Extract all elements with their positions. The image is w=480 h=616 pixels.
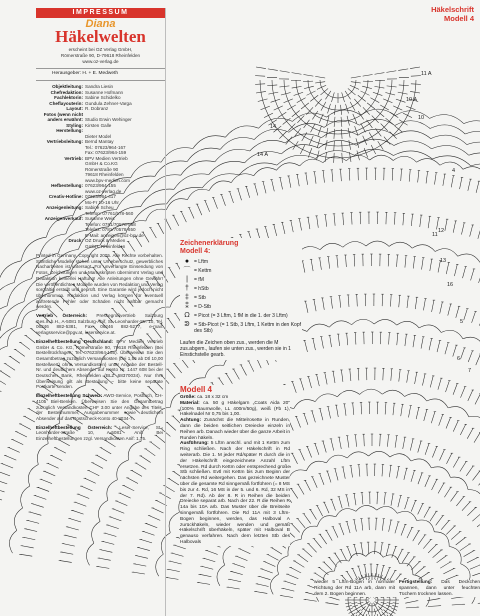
staff-role: Anzeigenleitung:	[45, 205, 83, 210]
legal-paragraph: Vertrieb Österreich: Pressegroßvertrieb Salzburg Ges.m.b.H., A-5081 Salzburg-Anif, St.-Leonharder-Str. 10, Tel. 06246 882-5381, Fax 06246 882-5277, e-mail: verlagsservice@pgv.at, leserservice.at.	[36, 313, 163, 336]
legend-text: = hStb	[194, 286, 209, 292]
legend-text: = Kettm	[194, 268, 212, 274]
legend-title: Zeichenerklärung	[180, 240, 239, 247]
staff-role: Chefredaktion:	[50, 89, 83, 95]
staff-role: Anzeigenverkauf:	[44, 216, 83, 221]
legal-paragraph: Einzelheftbestellung Schweiz: AWO-Service, Postfach, CH-4105 Biel-Benken. Überweisen Sie den Gesamtbetrag zuzüglich Versandkosten CHF 3.00 unter Angabe des Titels, der Bestellnummer, Ausgabenummer sowie deutlichem Absender auf das Postscheck-Konto 40-8034-7.	[36, 393, 163, 421]
staff-role: Vertriebsleitung:	[46, 139, 83, 144]
finishing-heading: Fertigstellung:	[399, 580, 433, 585]
section-text: 5 Lftm anschl. und mit 1 Kettm zum Ring schließen. Nach der Häkelschrift in Rd weiterarb. Die 1. M jeder Rd/später R durch die in der Häkelschrift eingezeichnete Anzahl Lftm ersetzen. Rd durch Kettm oder entsprechend große Stb schließen. Evtl mit Kettm bis zum Beginn der nächsten Rd weitergehen. Das gezeichnete Muster über die gesamte Rd sinngemäß fortführen (= 8 MS bis zur 4. Rd, 16 MS in der 5. und 6. Rd, 32 MS in der 7. Rd). Ab der 8. R in Reihen die beiden Dreiecke separat arb. Nach der 22. R die Reihen R 14a bis 10A arb. Das Muster über die Breitseite sinngemäß fortführen. Die Rd 11A mit 3 Lftm-Bogen beginnen, werden, das Halboval A zurückhäkeln, wieder wenden und gemäß Häkelschrift überhäkeln, später mit Halboval B genauso verfahren. Nach dem letzten Stb des Halbovals	[180, 441, 290, 545]
model-title: Modell 4	[180, 385, 213, 394]
section-heading: Achtung:	[180, 418, 202, 424]
staff-role: Vertrieb:	[64, 155, 83, 161]
staff-value: 07623/964-155	[85, 183, 116, 188]
staff-value: Römerstraße 90	[85, 166, 119, 172]
staff-role: Styling:	[66, 122, 83, 128]
continuation-text	[314, 580, 480, 597]
continuation-col-2	[399, 580, 480, 597]
stitch-symbol-icon: ●	[184, 258, 190, 265]
chart-header	[431, 5, 474, 23]
address-line: erscheint bei OZ Verlag GmbH,	[68, 47, 133, 52]
staff-value: OZ Druck & Medien	[85, 238, 126, 243]
legend-note: Laufen die Zeichen oben zus., werden die M zus.abgem., laufen sie unten zus., werden sie in 1 Einstichstelle gearb.	[180, 340, 291, 358]
staff-role: Herstellung:	[56, 128, 83, 133]
row-label-14: 14	[270, 124, 277, 130]
legal-paragraph: Einzelheftbestellung Deutschland: BPV Medien Vertrieb GmbH & Co. KG, Römerstraße 90, 79618 Rheinfelden (Bei Bestellrückfragen: Tel. 07623/964-155). Überweisen Sie den Gesamtbetrag zuzüglich Versandkosten (bei 1,56 ab Dtl 10,00 Bestellwert) ohne Versandkosten) unter Angabe der Bestell-Nr. und deutlichem Absender auf Konto Nr. 1447 608 bei der Deutschen Bank, Rheinfelden (BLZ 68370034). Nur Ihre Überweisung gilt als Bestellung – bitte keine separate Postkarte senden.	[36, 338, 163, 390]
legend-text: = Stb	[194, 295, 206, 301]
symbol-legend	[180, 238, 302, 360]
staff-value: Susanne Hofmann	[85, 89, 124, 95]
row-label-11: 11	[432, 232, 438, 238]
section-text: ca. 18 x 32 cm	[195, 395, 229, 400]
row-label-7: 7	[468, 368, 472, 374]
magazine-name: Häkelwelten	[55, 27, 146, 46]
row-label-4: 4	[452, 168, 456, 174]
section-heading: Größe:	[180, 395, 196, 400]
row-label-10: 10	[418, 115, 425, 121]
legend-item	[180, 259, 302, 265]
staff-role: Fotos (wenn nicht	[43, 111, 83, 117]
finishing-text: Das Deckchen spannen, dann unter feuchten Tüchern trocknen lassen.	[399, 580, 480, 597]
legend-item	[180, 304, 302, 310]
publisher-line: Herausgeber: H. + E. Medweth	[52, 71, 118, 76]
staff-value: Sandra Liesin	[85, 84, 114, 89]
section-text: ca. 50 g Häkelgarn „Coats Aida 20" (100% Baumwolle, LL 400m/50g), weiß (Fb 1), Häkelnadel Nr 0,75 bis 1,00.	[180, 400, 290, 418]
staff-value: Mo-Fr 10-16 Uhr	[85, 199, 119, 205]
staff-role	[36, 244, 85, 250]
staff-value: Sabine Scheu	[85, 205, 114, 210]
legend-subtitle: Modell 4:	[180, 248, 211, 255]
staff-value: Sabine Schidelko	[85, 95, 121, 100]
staff-role: anders erwähnt:	[47, 117, 83, 122]
stitch-symbol-icon: ‡	[185, 294, 189, 301]
staff-value: Fax: 07623/964-159	[85, 150, 127, 155]
staff-value: Dieter Model	[85, 133, 112, 139]
stitch-symbol-icon: ᕲ	[184, 321, 190, 328]
staff-role: Hefbestellung:	[51, 183, 83, 188]
section-heading: Material:	[180, 400, 200, 406]
divider	[36, 68, 165, 69]
model-body	[180, 395, 290, 546]
chart-title: Häkelschrift	[431, 5, 474, 14]
stitch-symbol-icon: ⁑	[185, 303, 189, 310]
legend-item	[180, 322, 302, 334]
legend-item	[180, 313, 302, 319]
staff-value: Kirsten Galle	[85, 122, 112, 128]
row-label-14a: 14 A	[257, 152, 269, 158]
staff-value: GmbH, Rheinfelden	[85, 243, 126, 249]
staff-value: R. Dobranz	[85, 106, 109, 111]
legal-paragraph: Printed in Germany. Copyright 2005. Alle Rechte vorbehalten. Sämtliche Modelle stehen unter Urheberschutz, gewerbliches Nacharbeiten ist untersagt. Für unverlangte Einsendung von Fotos, Zeichnungen und Manuskripten übernimmt Verlag und Redaktion keinerlei Haftung! Alle Anleitungen ohne Gewähr! Die veröffentlichten Modelle wurden von Redaktion und Verlag sorgfältig erstellt und geprüft. Eine Garantie wird jedoch nicht übernommen. Redaktion und Verlag können für eventuell auftretende Fehler oder Schäden nicht haftbar gemacht werden.	[36, 253, 163, 310]
continuation-col-1: wieder 5 Lftm-Bogen in normaler Richtung der Rd 11A arb, dann mit dem 2. Bogen beginnen.	[314, 580, 395, 597]
row-label-10a: 10 A	[406, 97, 418, 103]
stitch-symbol-icon: ᘯ	[184, 312, 190, 319]
staff-value: www.oz-verlag.de	[85, 188, 122, 194]
row-label-5: 5	[460, 319, 464, 325]
staff-row	[36, 244, 165, 250]
address-line: Römerstraße 90, D-79618 Rheinfelden	[60, 53, 141, 58]
model-instructions	[180, 385, 290, 546]
staff-value: www.bpv-medien.com	[85, 177, 130, 183]
staff-value: Susanne Weis	[85, 216, 115, 221]
address-line: www.oz-verlag.de	[82, 59, 119, 64]
staff-value: 07623/964-417	[85, 194, 116, 199]
divider	[36, 80, 165, 81]
staff-value: Tel.: 07623/964-167	[85, 144, 126, 150]
staff-role: Cheflayouterin:	[49, 100, 83, 106]
row-label-13: 13	[440, 258, 447, 264]
staff-list	[36, 84, 165, 249]
staff-role: Objektleitung:	[52, 84, 83, 89]
magazine-logo	[36, 19, 165, 45]
stitch-symbol-icon: ⌒	[183, 267, 191, 274]
section-text: Zunächst die Mittelrosette in Runden, dann die beiden seitlichen Dreiecke einzeln in Reihen arb. Danach wieder über die ganze Arbeit in Runden häkeln.	[180, 418, 290, 441]
row-label-16: 16	[447, 282, 454, 288]
staff-value: Telefon: 07761/578-560	[85, 210, 134, 216]
legend-item	[180, 286, 302, 292]
section-heading: Ausführung:	[180, 441, 209, 447]
chart-model: Modell 4	[443, 14, 474, 23]
legend-text: = Stb-Picot (= 1 Stb, 3 Lftm, 1 Kettm in den Kopf des Stb)	[194, 322, 301, 334]
stitch-symbol-icon: †	[185, 285, 189, 292]
staff-value: Bernd Mantay	[85, 139, 114, 144]
row-label-12: 12	[438, 228, 445, 234]
legend-item	[180, 268, 302, 274]
legend-items	[180, 259, 302, 334]
staff-role: Creativ-Hotline:	[48, 194, 83, 199]
legend-text: = fM	[194, 277, 204, 283]
staff-value: Studio Erwin Wehinger	[85, 117, 132, 122]
staff-value: Gundula Zehner-Varga	[85, 100, 132, 106]
legal-paragraph: Einzelheftbestellung Österreich: Leser-Service, St.-Leonharder-Straße 10, A-5081 Anif. Bei Einzelheftbestellungen zzgl. Versandkosten Anif: 1,75.	[36, 424, 163, 442]
legend-text: = D-Stb	[194, 304, 212, 310]
impressum-column	[36, 8, 166, 616]
legend-item	[180, 295, 302, 301]
publisher-address	[36, 47, 165, 65]
brand-name: Diana	[85, 18, 116, 30]
legend-text: = Picot (= 3 Lftm, 1 fM in die 1. der 3 Lftm)	[194, 313, 288, 319]
row-label-11a: 11 A	[421, 71, 432, 77]
staff-value: E-Mail: anzeigen@oz-bpv.de	[85, 232, 144, 238]
staff-value: GmbH & Co.KG	[85, 161, 118, 166]
staff-role: Druck:	[68, 238, 83, 243]
legal-notice	[36, 253, 165, 442]
staff-value: Telefax: 0781/70578-650	[85, 227, 136, 232]
staff-value: Telefon: 0781/70578-568	[85, 221, 136, 227]
staff-role: Layout:	[66, 106, 83, 111]
legend-item	[180, 277, 302, 283]
staff-value: BPV Medien Vertrieb	[85, 155, 128, 161]
staff-role: Fachlektorin:	[54, 95, 83, 100]
impressum-band: IMPRESSUM	[36, 8, 165, 18]
staff-value: 79618 Rheinfelden	[85, 172, 124, 177]
row-label-6: 6	[457, 356, 461, 362]
legend-text: = Lftm	[194, 259, 209, 265]
stitch-symbol-icon: |	[186, 276, 188, 283]
